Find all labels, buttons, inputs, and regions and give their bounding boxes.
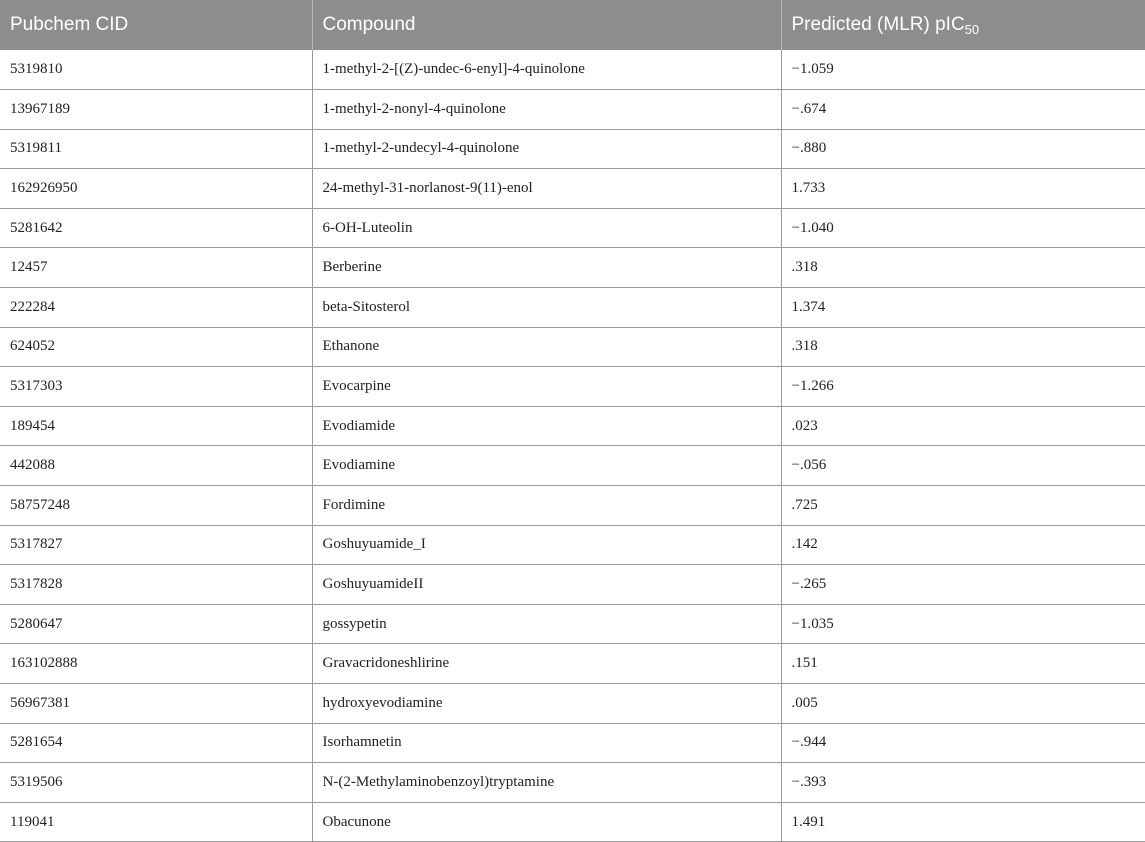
cell-pubchem-cid: 5317827 <box>0 525 312 565</box>
cell-compound: Isorhamnetin <box>312 723 781 763</box>
cell-compound: Evocarpine <box>312 367 781 407</box>
table-row <box>0 90 1145 130</box>
cell-compound: N-(2-Methylaminobenzoyl)tryptamine <box>312 763 781 803</box>
table-row <box>0 288 1145 328</box>
cell-pubchem-cid: 5280647 <box>0 604 312 644</box>
cell-predicted-pic50: .318 <box>781 327 1145 367</box>
cell-pubchem-cid: 624052 <box>0 327 312 367</box>
table-row <box>0 763 1145 803</box>
cell-compound: 1-methyl-2-[(Z)-undec-6-enyl]-4-quinolone <box>312 50 781 90</box>
cell-predicted-pic50: .005 <box>781 684 1145 724</box>
cell-compound: Fordimine <box>312 486 781 526</box>
cell-predicted-pic50: −1.059 <box>781 50 1145 90</box>
cell-predicted-pic50: −.393 <box>781 763 1145 803</box>
cell-compound: Goshuyuamide_I <box>312 525 781 565</box>
cell-pubchem-cid: 5281654 <box>0 723 312 763</box>
cell-predicted-pic50: −1.040 <box>781 208 1145 248</box>
cell-pubchem-cid: 5281642 <box>0 208 312 248</box>
cell-pubchem-cid: 222284 <box>0 288 312 328</box>
table-row <box>0 723 1145 763</box>
cell-pubchem-cid: 189454 <box>0 406 312 446</box>
cell-pubchem-cid: 119041 <box>0 802 312 842</box>
table-row <box>0 565 1145 605</box>
cell-compound: Berberine <box>312 248 781 288</box>
cell-compound: 6-OH-Luteolin <box>312 208 781 248</box>
table-row <box>0 604 1145 644</box>
cell-pubchem-cid: 12457 <box>0 248 312 288</box>
cell-predicted-pic50: 1.374 <box>781 288 1145 328</box>
cell-pubchem-cid: 5317828 <box>0 565 312 605</box>
header-pubchem-cid: Pubchem CID <box>0 0 312 50</box>
cell-predicted-pic50: .151 <box>781 644 1145 684</box>
table-row <box>0 50 1145 90</box>
table-row <box>0 169 1145 209</box>
cell-compound: Evodiamine <box>312 446 781 486</box>
table-row <box>0 129 1145 169</box>
cell-predicted-pic50: −1.266 <box>781 367 1145 407</box>
table-row <box>0 684 1145 724</box>
cell-pubchem-cid: 56967381 <box>0 684 312 724</box>
cell-predicted-pic50: −.056 <box>781 446 1145 486</box>
cell-predicted-pic50: −.880 <box>781 129 1145 169</box>
cell-predicted-pic50: .318 <box>781 248 1145 288</box>
header-predicted-pic50 <box>781 0 1145 50</box>
cell-pubchem-cid: 442088 <box>0 446 312 486</box>
cell-predicted-pic50: .142 <box>781 525 1145 565</box>
table-row <box>0 446 1145 486</box>
cell-pubchem-cid: 5319811 <box>0 129 312 169</box>
header-predicted-subscript: 50 <box>964 21 980 37</box>
cell-compound: beta-Sitosterol <box>312 288 781 328</box>
header-predicted-label: Predicted (MLR) pIC <box>791 13 965 35</box>
cell-pubchem-cid: 13967189 <box>0 90 312 130</box>
cell-predicted-pic50: 1.491 <box>781 802 1145 842</box>
table-row <box>0 802 1145 842</box>
cell-pubchem-cid: 5319506 <box>0 763 312 803</box>
cell-compound: Obacunone <box>312 802 781 842</box>
table-row <box>0 327 1145 367</box>
table-row <box>0 406 1145 446</box>
cell-compound: hydroxyevodiamine <box>312 684 781 724</box>
cell-compound: 24-methyl-31-norlanost-9(11)-enol <box>312 169 781 209</box>
cell-predicted-pic50: −.265 <box>781 565 1145 605</box>
header-compound: Compound <box>312 0 781 50</box>
cell-compound: gossypetin <box>312 604 781 644</box>
table-row <box>0 248 1145 288</box>
table-row <box>0 208 1145 248</box>
cell-pubchem-cid: 58757248 <box>0 486 312 526</box>
cell-compound: GoshuyuamideII <box>312 565 781 605</box>
cell-predicted-pic50: .023 <box>781 406 1145 446</box>
table-row <box>0 367 1145 407</box>
cell-compound: 1-methyl-2-undecyl-4-quinolone <box>312 129 781 169</box>
cell-predicted-pic50: −1.035 <box>781 604 1145 644</box>
table-body <box>0 50 1145 842</box>
table-row <box>0 644 1145 684</box>
cell-predicted-pic50: .725 <box>781 486 1145 526</box>
table-row <box>0 525 1145 565</box>
cell-pubchem-cid: 5319810 <box>0 50 312 90</box>
cell-predicted-pic50: −.674 <box>781 90 1145 130</box>
cell-predicted-pic50: −.944 <box>781 723 1145 763</box>
cell-predicted-pic50: 1.733 <box>781 169 1145 209</box>
cell-compound: Ethanone <box>312 327 781 367</box>
cell-compound: Evodiamide <box>312 406 781 446</box>
cell-compound: 1-methyl-2-nonyl-4-quinolone <box>312 90 781 130</box>
cell-compound: Gravacridoneshlirine <box>312 644 781 684</box>
cell-pubchem-cid: 163102888 <box>0 644 312 684</box>
table-header-row <box>0 0 1145 50</box>
table-row <box>0 486 1145 526</box>
cell-pubchem-cid: 162926950 <box>0 169 312 209</box>
cell-pubchem-cid: 5317303 <box>0 367 312 407</box>
